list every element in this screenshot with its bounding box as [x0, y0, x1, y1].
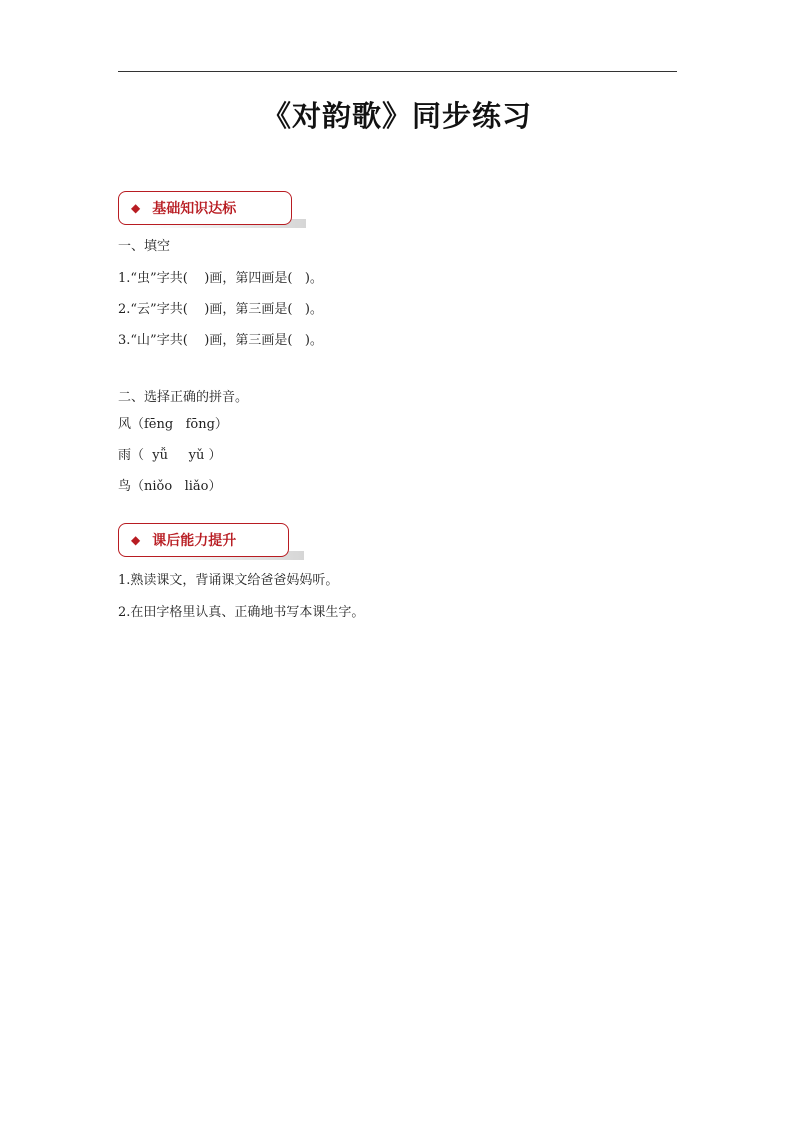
page-title: 《对韵歌》同步练习 [261, 99, 532, 133]
pinyin-item-3: 鸟（niǒo liǎo） [118, 479, 222, 494]
diamond-icon: ◆ [131, 533, 141, 547]
section-label: 课后能力提升 [152, 533, 237, 549]
fill-item-3: 3.“山”字共( )画，第三画是( )。 [118, 333, 323, 348]
badge-frame [118, 523, 289, 557]
section-label: 基础知识达标 [152, 201, 237, 217]
task-item-2: 2.在田字格里认真、正确地书写本课生字。 [118, 605, 365, 620]
section-badge-advanced [118, 523, 308, 559]
question-heading-fill: 一、填空 [118, 239, 171, 254]
diamond-icon: ◆ [131, 201, 141, 215]
fill-item-2: 2.“云”字共( )画，第三画是( )。 [118, 302, 323, 317]
fill-item-1: 1.“虫”字共( )画，第四画是( )。 [118, 271, 323, 286]
badge-frame [118, 191, 292, 225]
task-item-1: 1.熟读课文，背诵课文给爸爸妈妈听。 [118, 573, 339, 588]
pinyin-item-2: 雨（ yǚ yǔ ） [118, 448, 222, 463]
pinyin-item-1: 风（fēng fōng） [118, 417, 228, 432]
section-badge-basic [118, 191, 308, 227]
question-heading-pinyin: 二、选择正确的拼音。 [118, 390, 249, 405]
header-rule [118, 71, 677, 72]
